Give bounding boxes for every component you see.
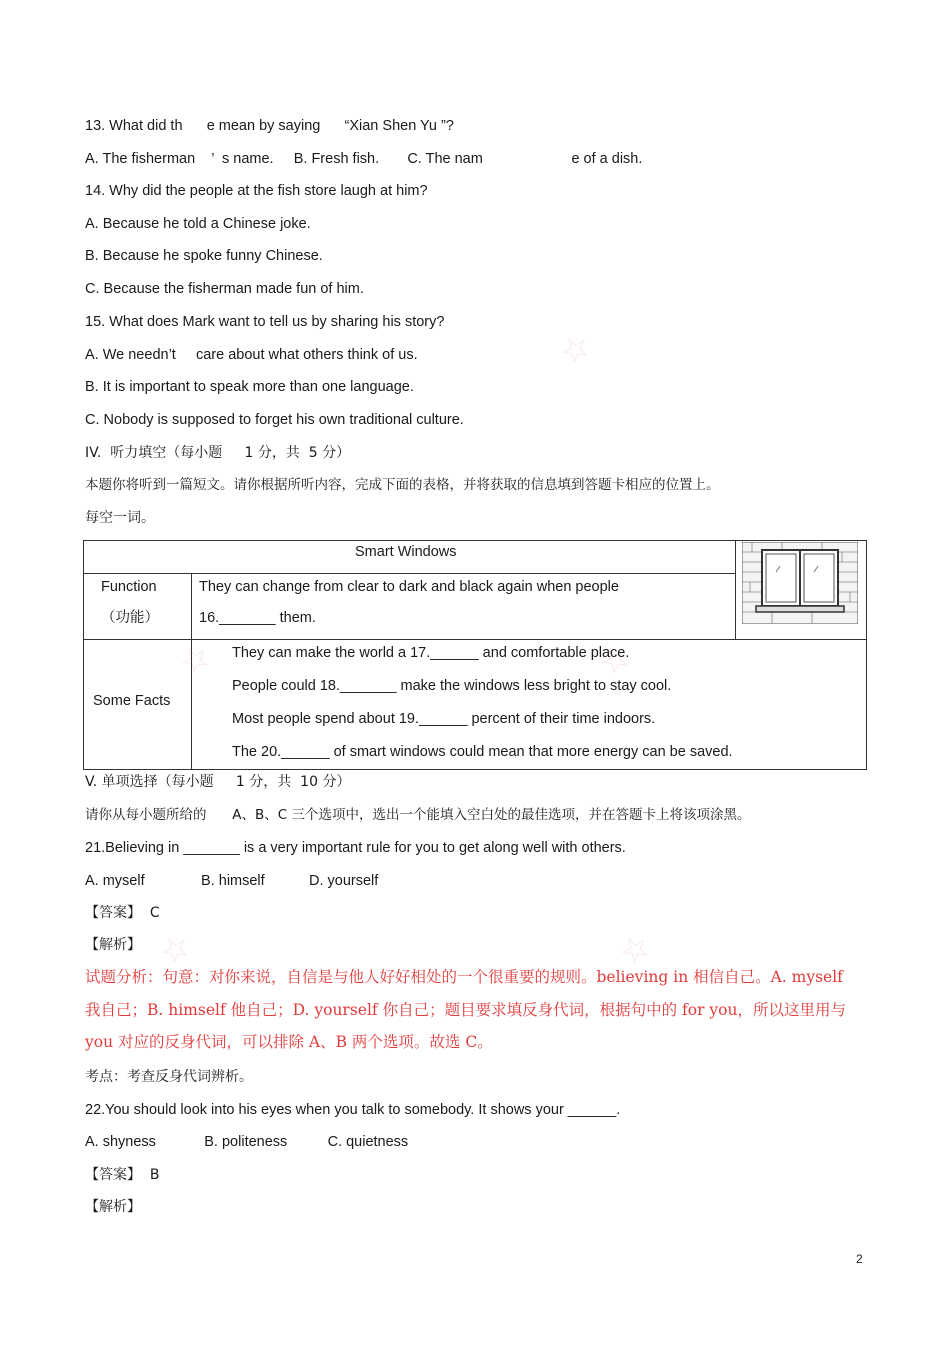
option-line: C. Nobody is supposed to forget his own traditional culture. xyxy=(85,412,464,428)
table-title-cell xyxy=(84,541,736,574)
section-instructions: 每空一词。 xyxy=(85,510,155,526)
watermark: ☆ xyxy=(172,635,219,685)
watermark: ☆ xyxy=(152,925,199,975)
watermark: ☆ xyxy=(592,635,639,685)
key-point: 考点：考查反身代词辨析。 xyxy=(85,1069,253,1085)
answer-line: 【答案】 C xyxy=(85,905,160,921)
section-heading: V. 单项选择（每小题 1 分，共 10 分） xyxy=(85,774,351,790)
fact-line: People could 18._______ make the windows less bright to stay cool. xyxy=(232,678,672,694)
facts-content-cell xyxy=(192,640,867,770)
table-title: Smart Windows xyxy=(355,544,457,560)
page-number: 2 xyxy=(856,1252,863,1266)
question-line: 21.Believing in _______ is a very important rule for you to get along well with others. xyxy=(85,840,626,856)
option-line: A. shyness B. politeness C. quietness xyxy=(85,1134,409,1150)
function-line: They can change from clear to dark and black again when people xyxy=(199,579,619,595)
question-line: 22.You should look into his eyes when you talk to somebody. It shows your ______. xyxy=(85,1102,621,1118)
option-line: A. Because he told a Chinese joke. xyxy=(85,216,311,232)
option-line: A. myself B. himself D. yourself xyxy=(85,873,379,889)
question-line: 14. Why did the people at the fish store laugh at him? xyxy=(85,183,428,199)
option-line: C. Because the fisherman made fun of him. xyxy=(85,281,364,297)
fact-line: The 20.______ of smart windows could mean that more energy can be saved. xyxy=(232,744,733,760)
section-instructions: 本题你将听到一篇短文。请你根据所听内容，完成下面的表格，并将获取的信息填到答题卡相应的位置上。 xyxy=(85,477,720,493)
section-instructions: 请你从每小题所给的 A、B、C 三个选项中，选出一个能填入空白处的最佳选项，并在答题卡上将该项涂黑。 xyxy=(85,807,751,823)
function-label: Function xyxy=(101,579,157,595)
analysis-text: you 对应的反身代词，可以排除 A、B 两个选项。故选 C。 xyxy=(85,1033,493,1051)
question-line: 15. What does Mark want to tell us by sharing his story? xyxy=(85,314,445,330)
option-line: A. We needn’t care about what others think of us. xyxy=(85,347,418,363)
watermark: ☆ xyxy=(612,925,659,975)
section-heading: IV. 听力填空（每小题 1 分，共 5 分） xyxy=(85,445,351,461)
facts-label: Some Facts xyxy=(93,693,171,709)
question-line: 13. What did th e mean by saying “Xian Shen Yu ”? xyxy=(85,118,454,134)
answer-line: 【答案】 B xyxy=(85,1167,160,1183)
analysis-label: 【解析】 xyxy=(85,937,141,953)
function-line: 16._______ them. xyxy=(199,610,316,626)
option-line: B. Because he spoke funny Chinese. xyxy=(85,248,323,264)
option-line: B. It is important to speak more than one language. xyxy=(85,379,414,395)
function-content-cell xyxy=(192,574,736,640)
analysis-label: 【解析】 xyxy=(85,1199,141,1215)
watermark: ☆ xyxy=(552,325,599,375)
analysis-text: 试题分析：句意：对你来说，自信是与他人好好相处的一个很重要的规则。believing in 相信自己。A. myself xyxy=(85,968,843,986)
facts-label-cell xyxy=(84,640,192,770)
fact-line: Most people spend about 19.______ percent of their time indoors. xyxy=(232,711,656,727)
fact-line: They can make the world a 17.______ and comfortable place. xyxy=(232,645,630,661)
analysis-text: 我自己；B. himself 他自己；D. yourself 你自己；题目要求填反身代词，根据句中的 for you，所以这里用与 xyxy=(85,1001,846,1019)
function-label-cn: （功能） xyxy=(101,610,159,626)
function-label-cell xyxy=(84,574,192,640)
window-illustration xyxy=(742,542,858,624)
option-line: A. The fisherman ’ s name. B. Fresh fish. C. The nam e of a dish. xyxy=(85,151,643,167)
